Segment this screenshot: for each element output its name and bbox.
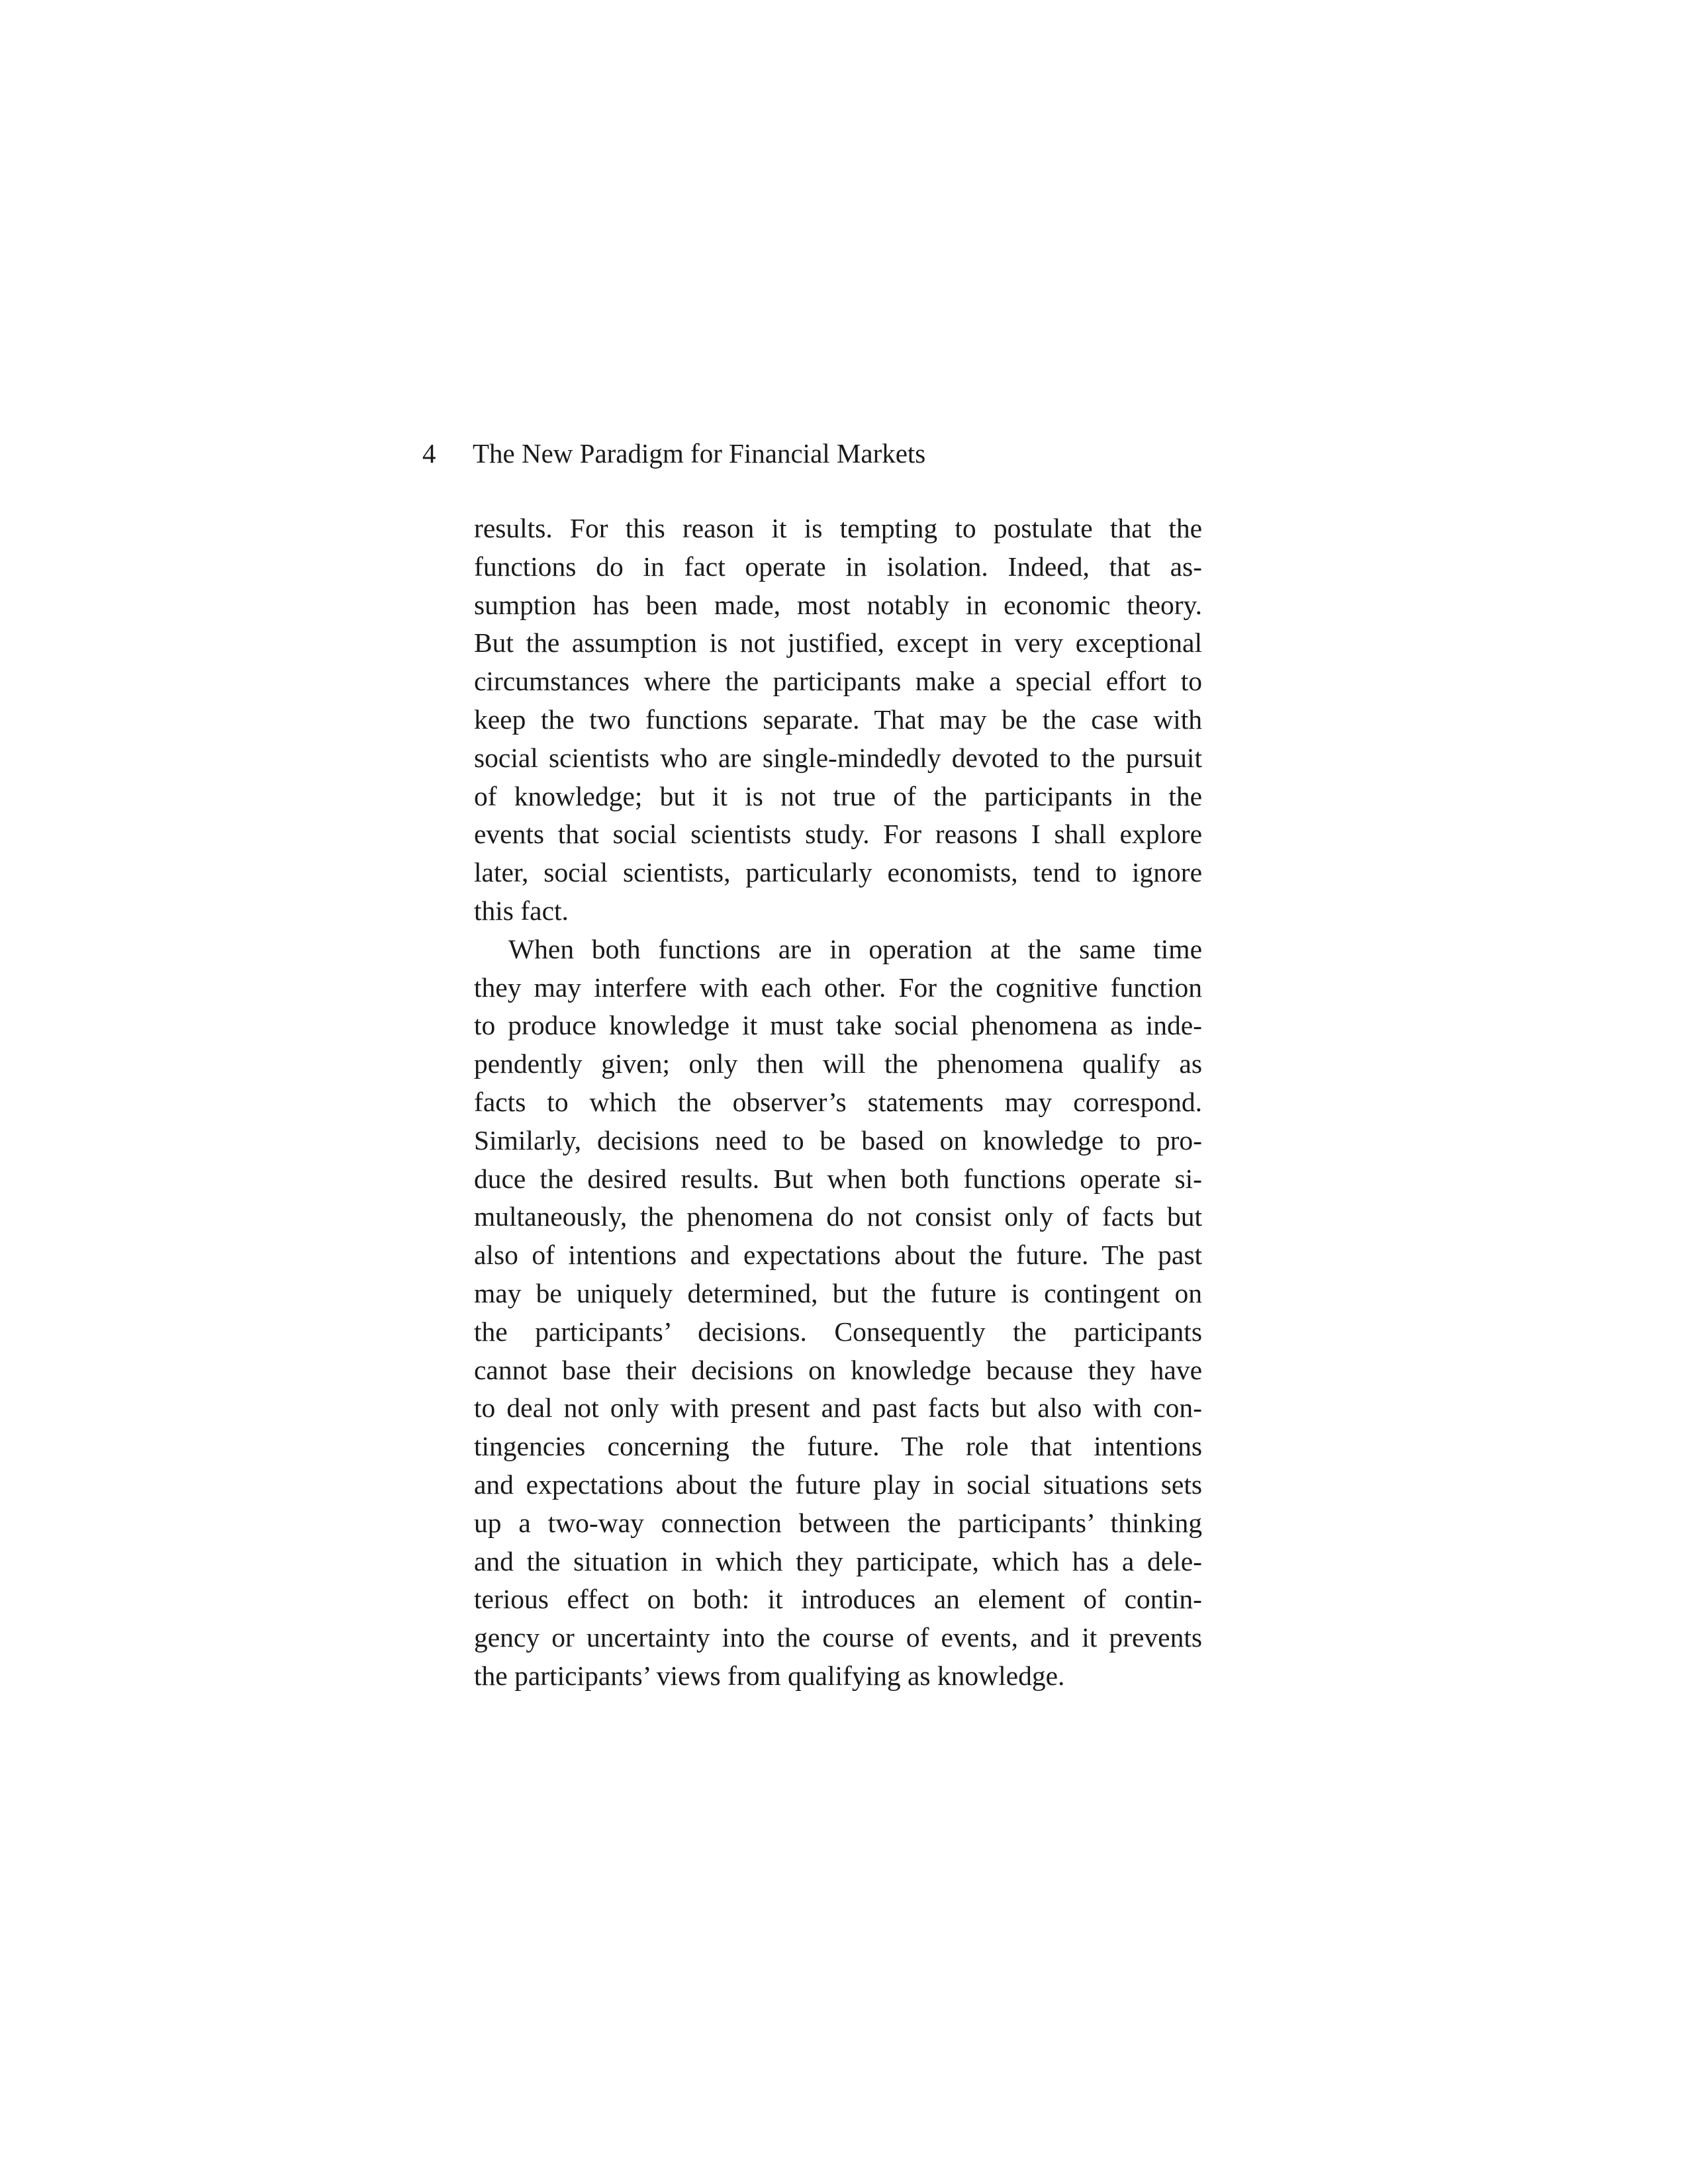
text-line: When both functions are in operation at the same time <box>508 933 1202 964</box>
text-line: Similarly, decisions need to be based on knowledge to pro- <box>474 1124 1202 1156</box>
paragraph-2 <box>474 931 1202 1696</box>
body-text <box>474 510 1202 1696</box>
text-line: they may interfere with each other. For the cognitive function <box>474 972 1202 1003</box>
text-line: to produce knowledge it must take social phenomena as inde- <box>474 1010 1202 1041</box>
running-title: The New Paradigm for Financial Markets <box>473 438 926 469</box>
text-line: may be uniquely determined, but the future is contingent on <box>474 1277 1202 1308</box>
text-line: terious effect on both: it introduces an element of contin- <box>474 1584 1202 1615</box>
paragraph-1 <box>474 510 1202 931</box>
text-line: this fact. <box>474 895 569 926</box>
text-line: events that social scientists study. For reasons I shall explore <box>474 819 1202 850</box>
page-number: 4 <box>422 438 436 469</box>
text-line: of knowledge; but it is not true of the participants in the <box>474 780 1202 811</box>
text-line: also of intentions and expectations about the future. The past <box>474 1240 1202 1271</box>
text-line: later, social scientists, particularly economists, tend to ignore <box>474 857 1202 888</box>
text-line: pendently given; only then will the phenomena qualify as <box>474 1048 1202 1079</box>
text-line: sumption has been made, most notably in economic theory. <box>474 589 1202 620</box>
text-line: gency or uncertainty into the course of events, and it prevents <box>474 1622 1202 1653</box>
text-line: results. For this reason it is tempting to postulate that the <box>474 513 1202 543</box>
text-line: facts to which the observer’s statements may correspond. <box>474 1086 1202 1117</box>
text-line: duce the desired results. But when both functions operate si- <box>474 1163 1202 1194</box>
text-line: to deal not only with present and past facts but also with con- <box>474 1392 1202 1424</box>
text-line: the participants’ views from qualifying as knowledge. <box>474 1660 1065 1691</box>
text-line: and the situation in which they participate, which has a dele- <box>474 1545 1202 1576</box>
text-line: multaneously, the phenomena do not consist only of facts but <box>474 1201 1202 1232</box>
text-line: the participants’ decisions. Consequently the participants <box>474 1316 1202 1347</box>
text-line: But the assumption is not justified, except in very exceptional <box>474 627 1202 659</box>
text-line: functions do in fact operate in isolation. Indeed, that as- <box>474 551 1202 582</box>
text-line: circumstances where the participants make a special effort to <box>474 666 1202 697</box>
text-line: and expectations about the future play in social situations sets <box>474 1469 1202 1500</box>
running-head <box>422 430 1217 477</box>
text-line: social scientists who are single-mindedly devoted to the pursuit <box>474 742 1202 773</box>
text-line: up a two-way connection between the participants’ thinking <box>474 1507 1202 1538</box>
text-line: cannot base their decisions on knowledge because they have <box>474 1354 1202 1385</box>
text-line: tingencies concerning the future. The role that intentions <box>474 1431 1202 1462</box>
text-line: keep the two functions separate. That may be the case with <box>474 704 1202 735</box>
